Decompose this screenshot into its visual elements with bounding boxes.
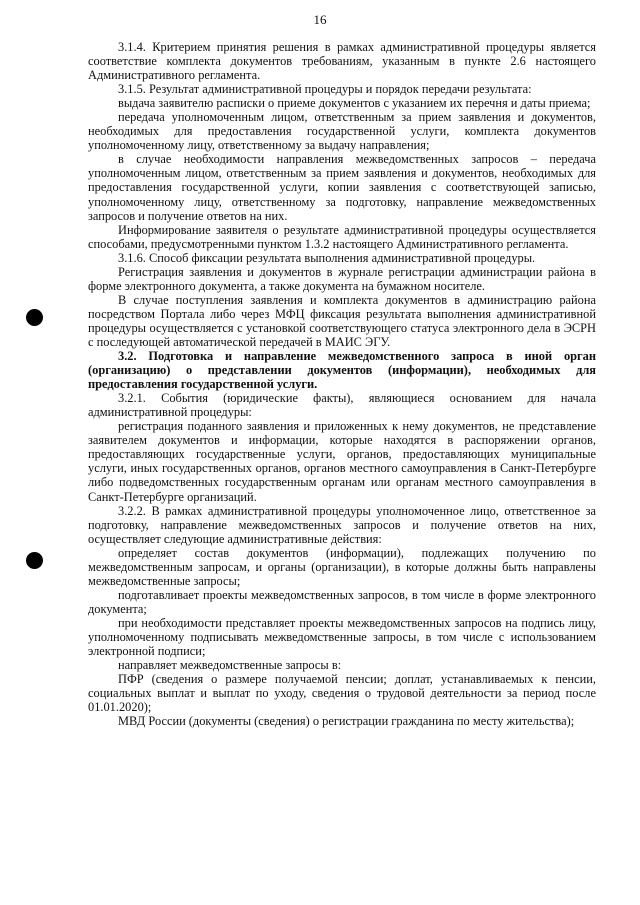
paragraph: регистрация поданного заявления и приложенных к нему документов, не представление заявителем документов и информации, которые находятся в распоряжении органов, предоставляющих государственные услуги, органов, предоставляющих муниципальные услуги, иных государственных органов, органов местного самоуправления в Санкт-Петербурге либо подведомственных государственным органам или органам местного самоуправления в Санкт-Петербурге организаций. <box>88 419 596 504</box>
paragraph: при необходимости представляет проекты межведомственных запросов на подпись лицу, уполномоченному подписывать межведомственные запросы, в том числе с использованием электронной подписи; <box>88 615 596 659</box>
paragraph: направляет межведомственные запросы в: <box>118 658 342 673</box>
document-body <box>88 40 596 728</box>
section-heading: 3.2. Подготовка и направление межведомственного запроса в иной орган (организацию) о представлении документов (информации), необходимых для предоставления государственной услуги. <box>88 349 596 392</box>
paragraph: определяет состав документов (информации), подлежащих получению по межведомственным запросам, и органы (организации), в которые должны быть направлены межведомственные запросы; <box>88 545 596 588</box>
paragraph: в случае необходимости направления межведомственных запросов – передача уполномоченным лицом, ответственным за прием заявления и документов, необходимых для предоставления государственной услуги, копии заявления с соответствующей записью, уполномоченному лицу, ответственному за подготовку, направление межведомственных запросов и получение ответов на них. <box>88 152 596 223</box>
paragraph: передача уполномоченным лицом, ответственным за прием заявления и документов, необходимых для предоставления государственной услуги, комплекта документов уполномоченному лицу, ответственному за выдачу направления; <box>88 110 596 153</box>
paragraph: 3.1.6. Способ фиксации результата выполнения административной процедуры. <box>118 250 536 265</box>
paragraph: МВД России (документы (сведения) о регистрации гражданина по месту жительства); <box>118 714 575 729</box>
paragraph: подготавливает проекты межведомственных запросов, в том числе в форме электронного документа; <box>88 587 596 616</box>
paragraph: Регистрация заявления и документов в журнале регистрации администрации района в форме электронного документа, а также документа на бумажном носителе. <box>88 264 596 293</box>
paragraph: 3.2.1. События (юридические факты), являющиеся основанием для начала административной процедуры: <box>88 391 596 420</box>
punch-hole-bottom <box>26 552 43 569</box>
paragraph: В случае поступления заявления и комплекта документов в администрацию района посредством Портала либо через МФЦ фиксация результата выполнения административной процедуры осуществляется с установкой соответствующего статуса электронного дела в ЭСРН с последующей автоматической передачей в МАИС ЭГУ. <box>88 292 596 349</box>
paragraph: Информирование заявителя о результате административной процедуры осуществляется способами, предусмотренными пунктом 1.3.2 настоящего Административного регламента. <box>88 222 596 251</box>
paragraph: 3.1.5. Результат административной процедуры и порядок передачи результата: <box>118 82 532 97</box>
paragraph: выдача заявителю расписки о приеме документов с указанием их перечня и даты приема; <box>118 96 591 111</box>
paragraph: 3.1.4. Критерием принятия решения в рамках административной процедуры является соответствие комплекта документов требованиям, указанным в пункте 2.6 настоящего Административного регламента. <box>88 40 596 83</box>
page-number: 16 <box>313 12 327 27</box>
paragraph: ПФР (сведения о размере получаемой пенсии; доплат, устанавливаемых к пенсии, социальных выплат и выплат по уходу, сведения о трудовой деятельности за период после 01.01.2020); <box>88 672 596 715</box>
paragraph: 3.2.2. В рамках административной процедуры уполномоченное лицо, ответственное за подготовку, направление межведомственных запросов и получение ответов на них, осуществляет следующие административные действия: <box>88 503 596 546</box>
punch-hole-top <box>26 309 43 326</box>
